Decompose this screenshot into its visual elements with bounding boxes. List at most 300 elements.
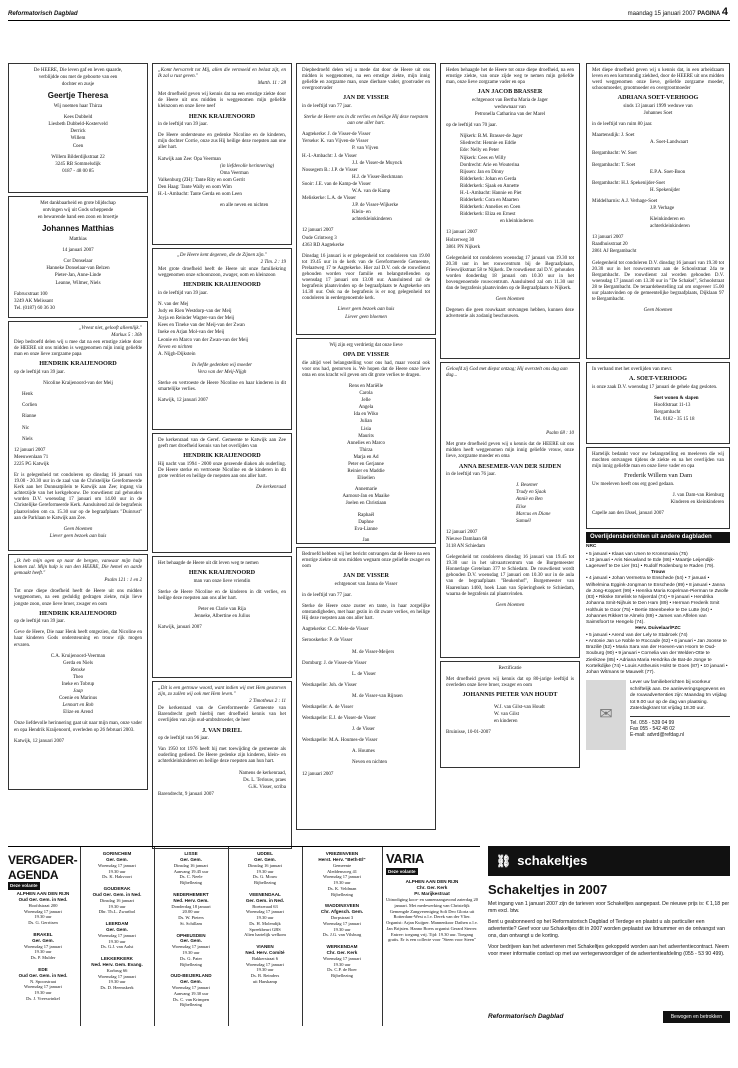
- agenda-line: Ger. Gem.: [254, 856, 276, 862]
- grandchild-name: Thirza: [359, 447, 373, 453]
- agenda-entry: [82, 851, 152, 880]
- relative-line: Den Haag: Tante Wally en oom Wim: [158, 184, 232, 190]
- agenda-entry: [82, 956, 152, 991]
- closing-note: Liever geen bloemen: [345, 314, 387, 320]
- agenda-line: Woensdag 17 januari: [98, 973, 136, 979]
- agenda-location: LEKKERKERK: [101, 956, 133, 961]
- deceased-name: HENK KRAIJENOORD: [188, 569, 256, 577]
- agenda-entry: [156, 892, 226, 927]
- deceased-name: JAN DE VISSER: [343, 94, 389, 102]
- signature: Ds. L. Terlouw, praes: [243, 777, 286, 783]
- agenda-line: 19.30 uur: [256, 915, 274, 920]
- relative-line: Elise: [516, 504, 526, 510]
- agenda-line: Oud Ger. Gem. in Ned.: [92, 891, 142, 897]
- address-line: 4363 RD Aagtekerke: [302, 242, 345, 248]
- column-divider: [382, 847, 383, 1026]
- address-line: 12 januari 2007: [14, 447, 46, 453]
- relative-line: Serooskerke: P. de Visser: [302, 638, 353, 644]
- ad-date: Katwijk, 12 januari 2007: [158, 398, 208, 404]
- agenda-line: Ds. G. Gerritsen: [28, 920, 58, 925]
- relative-line: (in liefdevolle herinnering): [220, 163, 275, 169]
- varia-column: [386, 851, 478, 943]
- obituary-text: die altijd veel belangstelling voor ons had, maar vooral ook voor ons had, gestorven is. We hopen dat de Heere onze lieve oma en ons kracht wil geven om dit grote verlies te dragen.: [302, 360, 430, 378]
- obituary-text: Bedroefd hebben wij het bericht ontvangen dat de Heere na een ernstige ziekte uit ons midden wegnam onze geliefde zwager en oom: [302, 552, 430, 570]
- agenda-line: Woensdag 17 januari: [98, 932, 136, 938]
- column-divider: [228, 847, 229, 1026]
- address-line: Nieuwe Damlaan 68: [446, 536, 488, 542]
- relation-line: sinds 13 januari 1999 weduwe van: [623, 103, 693, 109]
- verse-reference: Psalm 121 : 1 en 2: [104, 578, 142, 584]
- agenda-line: Ds. W. Pieters: [178, 915, 204, 920]
- relative-line: Bergambacht: W. Soet: [592, 151, 637, 157]
- address-line: Holzerweg 30: [446, 237, 475, 243]
- agenda-line: Ds. D. Heemskerk: [100, 985, 134, 990]
- relative-line: H. Spekenijder: [650, 187, 680, 193]
- relative-line: Bergambacht: H.J. Spekenijder-Soet: [592, 180, 665, 186]
- age-line: op de leeftijd van 39 jaar.: [14, 619, 65, 625]
- relation-line: echtgenoot van Bertha Maria de Jager: [472, 97, 548, 103]
- address-line: 3249 AK Melissant: [14, 298, 53, 304]
- agenda-entry: [82, 886, 152, 915]
- relative-line: Westkapelle: A. de Visser: [302, 704, 354, 710]
- obituary-list-item: • 10 januari • Aris Nieuwland te Ede (86) • Maartje Leijendijk-Lagerwerf te De Lier (91) • Rudolf Rodenburg te Raden (79).: [586, 557, 715, 570]
- grandchild-name: Jan: [362, 537, 370, 543]
- family-name: Leanne, Wilmer, Niels: [55, 280, 101, 286]
- agenda-line: Ds. G. Mouw: [252, 874, 278, 880]
- address-line: Willem Bilderdijkstraat 22: [51, 154, 105, 160]
- bible-verse: „Ik heb mijn ogen op naar de bergen, vanwaar mijn hulp komen zal. Mijn hulp is van den HEERE, Die hemel en aarde gemaakt heeft.": [14, 559, 142, 577]
- family-name: Judy en Rien Westdorp-van der Meij: [158, 309, 232, 315]
- closing-note: Geen bloemen: [495, 297, 525, 303]
- family-name: Nic: [22, 425, 30, 431]
- address-line: 0187 - 48 00 85: [62, 168, 94, 174]
- company-address: Hoofdstraat 11-13: [654, 402, 691, 408]
- age-line: in de leeftijd van 39 jaar.: [158, 122, 208, 128]
- agenda-line: Ger. Gem.: [180, 856, 202, 862]
- grandchild-name: Annelies en Marco: [346, 440, 386, 446]
- varia-body: Uitnodiging koor- en samenzangavond zaterdag 20 januari. Met medewerking van Christelijk Gemengde Zangvereniging Soli Deo Gloria uit Rotterdam-West o.l.v. Derek van der Vlier. Organist: Arjan Kuijper. Mannenkoor Dathen o.l.v. Jan Brijsten. Hanno Boers organist Gerard Sterrer. Entree: toegang vrij. Tijd: 19.30 uur. Toegang gratis. Er is een collecte voor "Steen voor Steen": [386, 897, 479, 943]
- obituary-list-item: • 5 januari • Klaas van Unen te Kronsmania (75): [586, 551, 688, 557]
- agenda-line: Woensdag 17 januari: [323, 955, 361, 961]
- agenda-line: Ned. Herv. Comité: [245, 949, 285, 955]
- agenda-location: BRAKEL: [33, 931, 53, 937]
- bible-verse: „Vreest niet, gelooft alleenlijk.": [78, 326, 142, 331]
- signature: Kinderen en kleinkinderen: [670, 500, 724, 506]
- address-line: 3245 RB Sommelsdijk: [55, 161, 101, 167]
- address-line: 2225 PG Katwijk: [14, 461, 49, 467]
- relative-line: Nijkerk: B.M. Brasser-de Jager: [460, 134, 523, 140]
- agenda-location: ALPHEN AAN DEN RIJN: [16, 891, 70, 896]
- family-name: Theo: [72, 674, 84, 680]
- agenda-line: N. Spoorstraat: [30, 978, 56, 984]
- obituary-text: Onze liefdevolle herinnering gaat uit naar mijn man, onze vader en opa Hendrik Kraijenoord, overleden op 26 februari 2003.: [14, 721, 143, 733]
- schakeltjes-ad: [488, 846, 730, 1026]
- obituary-list: [586, 552, 730, 677]
- page-header: [0, 0, 738, 22]
- agenda-line: Ds. C. Neele: [179, 874, 203, 880]
- relative-line: Neven en nichten: [352, 760, 387, 766]
- agenda-line: Oud Ger. Gem. in Ned.: [18, 972, 68, 978]
- agenda-line: Ds. J. Vreeswinkel: [26, 995, 60, 1001]
- age-line: in de leeftijd van 77 jaar.: [302, 103, 352, 109]
- agenda-line: Bijbellezing: [331, 973, 353, 978]
- grandchild-name: Daphne: [358, 519, 374, 525]
- agenda-column-3: [156, 851, 226, 1014]
- age-line: in de leeftijd van 76 jaar.: [446, 472, 496, 478]
- agenda-line: Aanvang 19.45 uur: [173, 868, 209, 874]
- relative-line: L. de Visser: [352, 671, 376, 677]
- closing-note: Liever geen bezoek aan huis: [337, 307, 395, 313]
- age-line: in de leeftijd van 77 jaar.: [302, 592, 352, 598]
- obituary-text: De kerkenraad van de Geref. Gemeente te Katwijk aan Zee geeft met droefheid kennis van het overlijden van: [158, 438, 286, 450]
- agenda-entry: [156, 933, 226, 968]
- ad-date: Katwijk, januari 2007: [158, 625, 202, 631]
- agenda-entry: [230, 944, 300, 985]
- closing-note: Degenen die geen rouwkaart ontvangen hebben, kunnen deze advertentie als zodanig beschouwen.: [446, 308, 574, 320]
- grandchild-name: Annemarie: [354, 487, 378, 493]
- agenda-entry: [8, 932, 78, 961]
- deceased-name: HENDRIK KRAIJENOORD: [39, 609, 117, 617]
- agenda-line: Aleddensweg 41: [326, 868, 358, 874]
- relative-line: en kleinkinderen: [500, 219, 534, 225]
- ad-date: Bruinisse, 10-01-2007: [446, 730, 491, 736]
- agenda-line: Ds. K. Hakvoort: [102, 874, 132, 880]
- other-obituaries-section: [586, 532, 730, 676]
- address-line: 2861 AJ Bergambacht: [592, 249, 637, 255]
- varia-church: Chr. Ger. Kerk: [416, 885, 448, 891]
- relative-line: Sliedrecht: Hennie en Eddie: [460, 141, 517, 147]
- agenda-line: Woensdag 17 januari: [24, 943, 62, 949]
- memorial-line: In liefde gedenken wij moeder: [191, 362, 253, 368]
- agenda-line: Ger. Gem.: [106, 926, 128, 932]
- family-name: en kinderen: [494, 719, 518, 725]
- relative-line: Ridderkerk: Sjaak en Annette: [460, 183, 520, 189]
- deceased-name: Frederik Willem van Dam: [623, 472, 693, 480]
- deceased-name: JOHANNIS PIETER VAN HOUDT: [462, 691, 558, 699]
- relative-line: Nijkerk: Cees en Willy: [460, 155, 506, 161]
- address-line: 13 januari 2007: [592, 235, 624, 241]
- obituary-details: Dinsdag 16 januari is er gelegenheid tot condoleren van 19.00 tot 19.45 uur in de kerk van de Gereformeerde Gemeente, Prelaatweg 17 te Aagtekerke. Hier zal D.V. ook de rouwdienst gehouden worden voor familie en belangstellenden op woensdag 17 januari om 13.00 uur. Aansluitend zal de begrafenis plaatsvinden op de begraafplaats te Aagtekerke om 14.30 uur. Ook na de begrafenis is er nog gelegenheid tot condoleren in eerdergenoemde kerk.: [302, 253, 430, 302]
- relative-line: Westkapelle: Joh. de Visser: [302, 682, 357, 688]
- relative-line: A. Houmes: [352, 749, 375, 755]
- obituary-list-item: Herv. Duivelaar/PZC: [635, 626, 681, 632]
- family-name: C.A. Kruijenoord-Veerman: [50, 653, 106, 659]
- schakeltjes-paragraph: Voor bedrijven kan het adverteren met Schakeltjes gekoppeld worden aan het advertentiecontract. Neem voor meer informatie contact op met uw vertegenwoordiger of de advertentieafdeling (055 - 53 90 499).: [488, 943, 729, 957]
- agenda-line: Dinsdag 16 januari: [247, 862, 283, 868]
- ad-date: Capelle aan den IJssel, januari 2007: [592, 511, 664, 517]
- grandchild-name: Reinier en Maddie: [347, 469, 385, 475]
- family-name: Nicoline Kraijenoord-van der Meij: [43, 381, 113, 387]
- agenda-line: 19.30 uur: [182, 950, 200, 955]
- ad-line: De HEERE, Die leven gaf en leven spaarde,: [33, 68, 123, 73]
- schakeltjes-logo-text: schakeltjes: [517, 853, 588, 869]
- relative-line: H.-I.-Ambacht: Tante Gerda en oom Leen: [158, 191, 242, 197]
- company-phone: Tel. 0182 - 35 15 18: [654, 417, 695, 423]
- grandchild-name: Angela: [358, 405, 374, 411]
- agenda-line: 19.30 uur: [333, 961, 351, 967]
- family-name: Kees en Tineke van der Meij-van der Zwan: [158, 323, 245, 329]
- agenda-line: Bakkerstraat 6: [251, 955, 279, 961]
- obituary-text: Met droefheid geven wij kennis dat op 80-jarige leeftijd is overleden onze lieve broer, zwager en oom: [446, 677, 574, 689]
- relative-line: P. van Vijven: [352, 146, 379, 152]
- family-name: Leonie en Marco van der Zwan-van der Meij: [158, 337, 249, 343]
- envelope-icon: ✉: [586, 680, 626, 750]
- obituary-text: Diepbedroefd delen wij u mede dat door de Heere uit ons midden is weggenomen, na een ernstige ziekte, mijn innig geliefde en zorgzame man, onze dierbare vader, grootvader en overgrootvader: [302, 68, 430, 92]
- agenda-area: [8, 846, 480, 1026]
- ad-date: 12 januari 2007: [302, 771, 334, 777]
- fax-number: Fax 055 - 542 48 02: [630, 725, 675, 732]
- ad-line: ontvingen wij uit Gods scheppende: [42, 208, 114, 214]
- company-address: Bergambacht: [654, 409, 681, 415]
- agenda-line: Chr. Afgesch. Gem.: [320, 909, 364, 915]
- agenda-location: OPHEUSDEN: [176, 932, 206, 938]
- closing-note: Geen bloemen: [643, 308, 673, 314]
- notice-text: In verband met het overlijden van mevr.: [592, 367, 673, 372]
- obituary-brasser: [440, 63, 580, 359]
- agenda-line: Ned. Herv. Gem. Evang.: [91, 961, 143, 967]
- bible-verse: „Komt hervarrelt tot Mij, allen die vermoeid en belast zijt, en Ik zal u rust geven.": [158, 68, 286, 80]
- family-name: Coenie en Marinus: [58, 696, 98, 702]
- thank-you-text: Uw meeleven heeft ons erg goed gedaan.: [592, 482, 675, 488]
- address-line: 12 januari 2007: [302, 228, 334, 234]
- agenda-line: 19.30 uur: [108, 979, 126, 985]
- verse-reference: Matth. 11 : 28: [257, 81, 286, 87]
- column-3: [296, 63, 436, 833]
- obituary-church-council: [152, 433, 292, 553]
- ad-date: Barendrecht, 9 januari 2007: [158, 791, 214, 797]
- relative-line: Westkapelle: M.A. Houmes-de Visser: [302, 738, 378, 744]
- bible-verse: Geloofd zij God met diepst ontzag; Hij overstelt ons dag aan dag...: [446, 367, 568, 379]
- memorial-line: Vera van der Meij-Nijgh: [197, 369, 247, 375]
- agenda-entry: [82, 921, 152, 950]
- relative-line: Klein- en: [352, 210, 371, 216]
- relative-line: J.P. de Visser-Wijkerke: [352, 203, 399, 209]
- relative-line: en alle neven en nichten: [220, 203, 269, 209]
- obituary-besemer: [440, 362, 580, 658]
- address-line: 3861 PN Nijkerk: [446, 244, 481, 250]
- agenda-column-5: [304, 851, 380, 985]
- agenda-line: Ds. C. van Krimpen: [172, 996, 210, 1002]
- obituary-van-driel: [152, 681, 292, 849]
- obituary-henk-2: [152, 556, 292, 678]
- agenda-entry: [156, 973, 226, 1008]
- relative-line: Yerseke: K. van Vijven-de Visser: [302, 139, 369, 145]
- family-name: Jaap: [73, 689, 83, 695]
- relative-line: Oma Veerman: [220, 170, 249, 176]
- agenda-line: 19.30 uur: [108, 938, 126, 944]
- agenda-line: Ger. Gem.: [106, 856, 128, 862]
- obituary-list-item: Trouw: [650, 570, 666, 576]
- obituary-jan-de-visser-1: [296, 63, 436, 335]
- grandchild-name: Carola: [359, 391, 373, 397]
- agenda-line: 19.30 uur: [256, 868, 274, 874]
- signature: De kerkenraad: [256, 485, 286, 491]
- section-title: Overlijdensberichten uit andere dagbladen: [586, 532, 730, 543]
- obituary-text: Diep bedroefd delen wij u mee dat na een ernstige ziekte door de HEERE uit ons midden is weggenomen mijn innig geliefde man en onze lieve zorgzame papa: [14, 340, 142, 358]
- agenda-line: Bijbellezing: [180, 961, 202, 967]
- submission-info-ad: [586, 680, 730, 750]
- family-name: Ineke en Tobrup: [61, 681, 95, 687]
- column-2: [152, 63, 292, 852]
- agenda-line: Woensdag 17 januari: [323, 874, 361, 880]
- ad-line: Met dankbaarheid en grote blijdschap: [40, 201, 116, 206]
- family-name: Pieter-Jan, Anne-Linde: [54, 273, 102, 279]
- relative-line: Nossegem B.: J.P. de Visser: [302, 167, 358, 173]
- relative-line: Dordrecht: Arie en Wouterina: [460, 162, 520, 168]
- relative-line: Ridderkerk: Annelies en Coen: [460, 205, 521, 211]
- chain-link-icon: ⛓: [496, 853, 512, 868]
- relative-line: Westkapelle: E.J. de Visser-de Visser: [302, 716, 376, 722]
- agenda-line: St. Schillam: [179, 920, 202, 926]
- agenda-entry: [304, 851, 380, 897]
- schakeltjes-footer: [488, 1008, 730, 1026]
- agenda-line: Woensdag 17 januari: [98, 862, 136, 868]
- column-4: [440, 63, 580, 771]
- agenda-location: WADDINXVEEN: [324, 903, 360, 909]
- family-name: Cor Donselaar: [63, 259, 93, 265]
- bible-verse: „De Heere kent degenen, die de Zijnen zijn.": [177, 253, 267, 258]
- agenda-line: Boetseraad 63: [252, 903, 278, 909]
- agenda-line: Bijbellezing: [254, 880, 276, 885]
- agenda-line: Woensdag 17 januari: [24, 984, 62, 990]
- obituary-details: Gelegenheid tot condoleren D.V. dinsdag 16 januari van 19.30 tot 20.30 uur in het rouwcentrum aan de Schoolstraat 24a te Bergambacht. De rouwdienst zal worden gehouden D.V. woensdag 17 januari om 13.30 uur in "De Schakel", Schoolstraat 28 te Bergambacht. De teraardebestelling zal om ongeveer 15.00 uur plaatsvinden op de gemeentelijke begraafplaats, Dijklaan 97 te Bergambacht.: [592, 260, 724, 303]
- signature: J. van Dam-van Rienburg: [672, 493, 724, 499]
- verse-reference: Psalm 68 : 10: [546, 431, 574, 437]
- notice-title: Rectificatie: [498, 666, 522, 671]
- obituary-text: Sterke de Heere onze zuster en tante, in haar zorgelijke omstandigheden, met haar gezin in dit zware verlies, en heilige Hij deze roepsten aan ons aller hart.: [302, 604, 430, 622]
- address-line: 12 januari 2007: [446, 529, 478, 535]
- closure-notice-soet: [586, 362, 730, 444]
- email-link[interactable]: E-mail: advrd@refdag.nl: [630, 731, 684, 738]
- agenda-line: Dhr. Th.L. Zwartbol: [98, 909, 136, 915]
- obituary-text: De kerkenraad van de Gereformeerde Gemeente van Barendrecht geeft hierbij met droefheid kennis van het overlijden van zijn oud-ambtsbroeder, de heer: [158, 706, 286, 724]
- parent-name: Kees Dubbeld: [63, 115, 93, 121]
- relative-line: M. de Visser-Meijers: [352, 649, 395, 655]
- slogan-banner: Bewogen en betrokken: [663, 1011, 730, 1023]
- ad-line: dochter en zusje: [61, 82, 95, 88]
- obituary-opa-de-visser: [296, 338, 436, 544]
- deceased-name: JAN JACOB BRASSER: [477, 88, 543, 96]
- signature: G.K. Visser, scriba: [248, 784, 286, 790]
- obituary-text: Heden behaagde het de Heere tot onze diepe droefheid, na een ernstige ziekte, van onze zijde weg te nemen mijn geliefde man, onze lieve zorgzame vader en opa: [446, 68, 574, 86]
- verse-reference: 2 Timotheus 2 : 11: [249, 699, 286, 705]
- agenda-line: Dinsdag 16 januari: [99, 897, 135, 903]
- obituary-text: Geve de Heere, Die naar Henk heeft omgezien, dat Nicoline en haar kinderen Gods ondersteuning en trouw rijk mogen ervaren.: [14, 630, 142, 648]
- family-name: Rianne: [22, 414, 37, 420]
- relative-line: J. de Visser: [352, 727, 375, 733]
- agenda-line: Korbrug 66: [106, 967, 128, 973]
- relative-line: Bergambacht: T. Soet: [592, 162, 636, 168]
- agenda-line: Gemeente: [332, 862, 352, 868]
- family-name: Elize en Arend: [63, 710, 93, 716]
- agenda-line: Ds. G.J. van Aalst: [100, 944, 134, 950]
- relative-line: Middelharnis: A.J. Verhage-Soet: [592, 198, 658, 204]
- agenda-line: Dorpstraat 3: [330, 915, 354, 920]
- closing-note: Liever geen bezoek aan huis: [49, 533, 107, 539]
- ad-line: en bewarende hand een zoon en broertje: [37, 215, 119, 221]
- signature: Namens de kerkenraad,: [238, 770, 286, 776]
- schakeltjes-paragraph: Met ingang van 1 januari 2007 zijn de tarieven voor Schakeltjes aangepast. De nieuwe prijs is: € 1,18 per mm excl. btw.: [488, 900, 730, 914]
- obituary-list-item: • 4 januari • Johan Vermetra te Enschede (54) • 7 januari • Wilhelmina Eggink-Jongman te Enschede (89) • 8 januari • Janna de Jong-Koppert (99) • Henrika Maria Kopelman-Pierman te Zwolle (83) • Rikske Smelink te Nijverdal (74) • 9 januari • Hendrika Johanna Smit-Nijhuis te Den Ham (89) • Herman Frederik Smit Holthuis te Goor (75) • Bertie Steenbeeke te De Lutte (64) • Johannes Rikkert te Almelo (89) • James van Affelen van Saimsfoort te Hengelo (74).: [586, 576, 729, 626]
- phone-number: Tel. 055 - 539 04 99: [630, 719, 675, 726]
- grandchild-name: Ida en Wiko: [353, 412, 379, 418]
- agenda-entry: [230, 851, 300, 886]
- agenda-line: Ds. G. Pater: [180, 955, 202, 961]
- obituary-list-item: • 5 januari • Arend van der Lely te Stabroek (74): [586, 632, 688, 638]
- agenda-line: Ds. K. Veldman: [327, 885, 357, 891]
- relative-line: Sooir: J.E. van de Kamp-de Visser: [302, 181, 371, 187]
- agenda-line: Bijbellezing: [331, 891, 353, 897]
- relative-line: W.A. van de Kamp: [352, 188, 391, 194]
- obituary-details: Er is gelegenheid tot condoleren op dinsdag 16 januari van 19.00 - 20.30 uur in de zaal van de Christelijke Gereformeerde Kerk aan het Dunnsatpilein te Katwijk aan Zee; ingang via achterzijde van het kerkgebouw. De rouwdienst zal gehouden worden D.V. woensdag 17 januari om 14.00 uur in de Christelijke Gereformeerde Kerk. Aansluitend zal de begrafenis plaatsvinden om ca. 15.30 uur op de begraafplaats "Duinrust" aan de Parklaan te Katwijk aan Zee.: [14, 472, 142, 521]
- column-1: [8, 63, 148, 793]
- agenda-entry: [156, 851, 226, 886]
- agenda-line: Ds. P. Mulder: [30, 955, 56, 960]
- rectification-van-houdt: [440, 661, 580, 768]
- agenda-entry: [8, 967, 78, 1002]
- agenda-line: 19.30 uur: [34, 914, 52, 920]
- agenda-line: Woensdag 17 januari: [24, 908, 62, 914]
- obituary-henk-1: [152, 63, 292, 245]
- publication-name: Reformatorisch Dagblad: [8, 11, 78, 17]
- parent-name: Liesbeth Dubbeld-Kosterveld: [48, 122, 108, 128]
- child-name: Geertje Theresa: [47, 91, 109, 101]
- agenda-line: Woensdag 17 januari: [246, 961, 284, 967]
- agenda-line: Chr. Ger. Kerk: [326, 949, 358, 955]
- issue-date: maandag 15 januari 2007: [627, 11, 696, 17]
- bottom-section: [8, 846, 730, 1026]
- grandchild-name: Rens en Mariëlle: [348, 383, 384, 389]
- grandchild-name: Joelen en Christiaan: [345, 501, 387, 507]
- relative-line: Aagtekerke: C.C. Mele-de Visser: [302, 627, 369, 633]
- family-name: Renske: [70, 667, 86, 673]
- page-label: PAGINA: [697, 11, 721, 17]
- thank-you-text: Hartelijk bedankt voor uw belangstelling en meeleven die wij mochten ontvangen tijdens de ziekte en na het overlijden van mijn innig geliefde man en onze lieve vader en opa: [592, 452, 724, 470]
- relative-line: M. de Visser-van Rijnsen: [352, 693, 403, 699]
- family-name: Peter en Clarie van Rija: [198, 606, 246, 612]
- ad-line: verblijdde ons met de geboorte van een: [38, 75, 118, 81]
- obituary-text: Tot onze diepe droefheid heeft de Heere uit ons midden weggenomen, na een geduldig gedragen ziekte, mijn lieve jongste zoon, onze lieve broer, zwager en oom: [14, 589, 142, 607]
- obituary-details: Gelegenheid tot condoleren dinsdag 16 januari van 19.45 tot 19.30 uur in het uitvaartcentrum van de Burgemeester Honnerlage Gretelaan 377 te Schiedam. De rouwdienst wordt gehouden D.V. woensdag 17 januari om 10.30 uur in de aula van de begraafplaats "Beukenhof", Burgemeester van Haarenlaan 1460, hoek Laan van Spieringhoek te Schiedam, waarna de begrafenis zal plaatsvinden.: [446, 555, 574, 597]
- family-name: Henk: [22, 392, 33, 398]
- relative-line: Marcus en Diane: [516, 511, 551, 517]
- agenda-entry: [304, 903, 380, 938]
- address-line: 13 januari 2007: [446, 230, 478, 236]
- relative-line: H.-I.-Ambacht: J. de Visser: [302, 153, 357, 159]
- agenda-line: 19.30 uur: [34, 949, 52, 955]
- agenda-line: Herst. Herv. "Beth-El": [318, 856, 366, 862]
- page-number: 4: [721, 6, 728, 18]
- agenda-line: 19.30 uur: [256, 967, 274, 973]
- agenda-location: GOUDERAK: [103, 886, 131, 891]
- deceased-name: A. SOET-VERHOOG: [629, 375, 687, 383]
- agenda-location: NEDERHEMERT: [173, 891, 209, 897]
- agenda-line: Woensdag 17 januari: [172, 985, 210, 990]
- grandchild-name: Eliselien: [357, 476, 375, 482]
- relative-line: J. Besemer: [516, 483, 538, 489]
- relative-line: Ridderkerk: Eliza en Ernest: [460, 212, 516, 218]
- obituary-text: Sterke en vertroeste de Heere Nicoline en haar kinderen in dit smartelijke verlies.: [158, 380, 286, 393]
- agenda-location: OUD-BEIJERLAND: [170, 973, 212, 979]
- birth-ad-geertje: [8, 63, 148, 193]
- deceased-name: J. VAN DRIEL: [202, 726, 242, 734]
- agenda-line: Ger. Gem.: [32, 937, 54, 943]
- address-line: Oude Grintweg 3: [302, 235, 337, 241]
- address-line: Tel. (0187) 60 36 30: [14, 305, 55, 311]
- bible-verse: Sterke de Heere ons in dit verlies en heilige Hij deze roepstem aan one aller hart.: [303, 115, 429, 127]
- relative-line: Katwijk aan Zee: Opa Veerman: [158, 156, 221, 162]
- relative-line: Meliskerke: L.A. de Visser: [302, 196, 356, 202]
